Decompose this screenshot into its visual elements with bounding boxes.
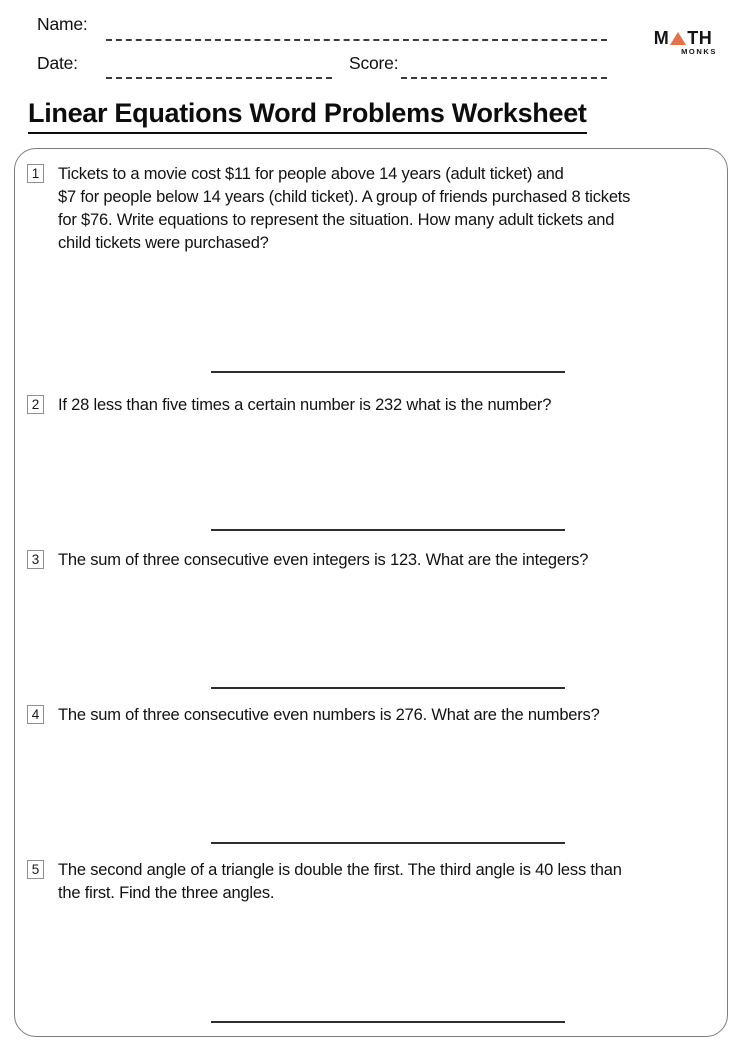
problem-item-3 (27, 549, 715, 572)
page-title: Linear Equations Word Problems Worksheet (28, 98, 587, 134)
name-label: Name: (37, 14, 88, 34)
score-label: Score: (349, 53, 399, 73)
logo-monks-text: MONKS (681, 47, 717, 56)
name-field-line (106, 39, 607, 41)
problem-item-2 (27, 394, 715, 417)
problem-text-line: The sum of three consecutive even integers is 123. What are the integers? (58, 551, 589, 569)
worksheet-box (14, 148, 728, 1037)
problem-number: 5 (27, 860, 44, 879)
logo-triangle-icon (670, 32, 686, 45)
problem-text-line: The sum of three consecutive even numbers is 276. What are the numbers? (58, 706, 600, 724)
problem-number: 1 (27, 164, 44, 183)
problem-text-line: If 28 less than five times a certain number is 232 what is the number? (58, 396, 552, 414)
score-field-line (401, 77, 607, 79)
problem-number: 4 (27, 705, 44, 724)
problem-text-line: The second angle of a triangle is double the first. The third angle is 40 less than (58, 861, 622, 879)
problem-number: 3 (27, 550, 44, 569)
problem-text-line: Tickets to a movie cost $11 for people above 14 years (adult ticket) and (58, 165, 564, 183)
problem-text-line: the first. Find the three angles. (58, 884, 275, 902)
date-field-line (106, 77, 332, 79)
answer-line (211, 371, 565, 373)
problem-text (58, 859, 622, 905)
logo-letters-th: TH (687, 28, 713, 48)
answer-line (211, 529, 565, 531)
answer-line (211, 687, 565, 689)
math-monks-logo (647, 30, 719, 56)
logo-letter-m: M (653, 28, 670, 48)
date-label: Date: (37, 53, 78, 73)
problem-text-line: $7 for people below 14 years (child ticket). A group of friends purchased 8 tickets (58, 188, 631, 206)
problem-item-4 (27, 704, 715, 727)
problem-item-5 (27, 859, 715, 905)
problem-text (58, 394, 551, 417)
problem-number: 2 (27, 395, 44, 414)
problem-text-line: for $76. Write equations to represent the situation. How many adult tickets and (58, 211, 615, 229)
problem-text (58, 549, 588, 572)
answer-line (211, 842, 565, 844)
problem-text (58, 163, 630, 255)
problem-text (58, 704, 600, 727)
logo-wordmark (647, 30, 719, 46)
problem-text-line: child tickets were purchased? (58, 234, 269, 252)
problem-item-1 (27, 163, 715, 255)
answer-line (211, 1021, 565, 1023)
